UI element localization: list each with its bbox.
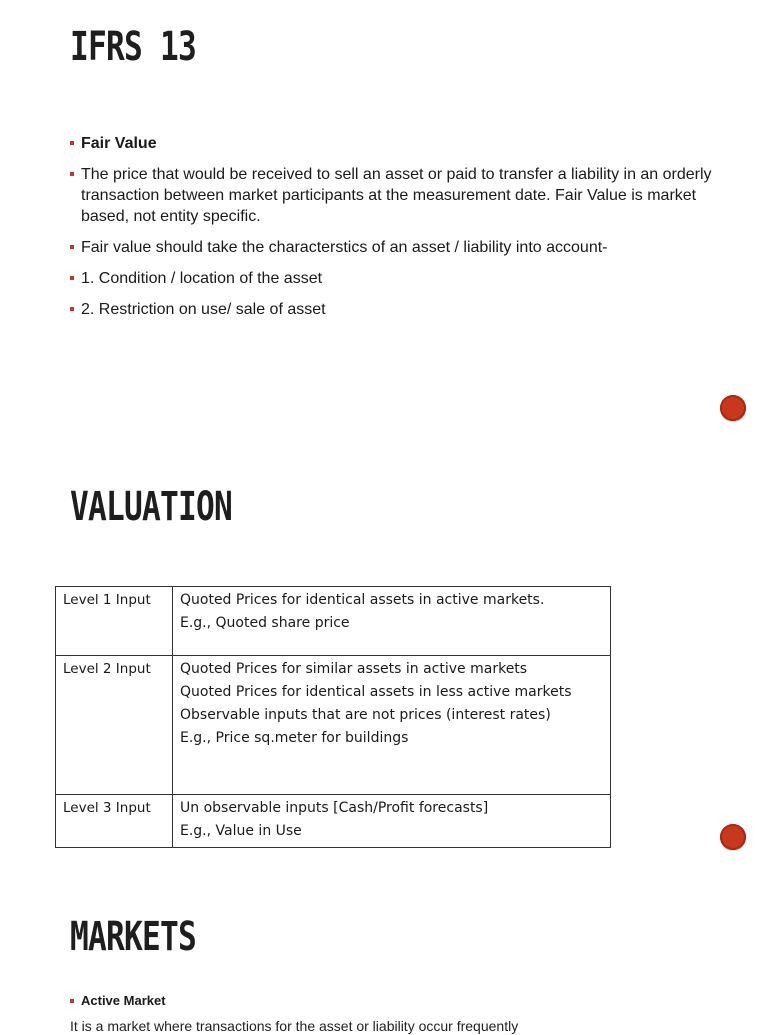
fair-value-bullet-list — [70, 133, 720, 330]
square-bullet-icon — [70, 172, 74, 176]
square-bullet-icon — [70, 307, 74, 311]
description-cell: Quoted Prices for similar assets in active markets Quoted Prices for identical assets in less active markets Observable inputs that are not prices (interest rates) E.g., Price sq.meter for buildings — [173, 656, 611, 795]
table-row — [56, 587, 611, 656]
level-cell: Level 2 Input — [56, 656, 173, 795]
square-bullet-icon — [70, 141, 74, 145]
square-bullet-icon — [70, 999, 74, 1003]
slide-title-ifrs13: IFRS 13 — [70, 24, 197, 70]
bullet-item: Fair value should take the characterstics of an asset / liability into account- — [70, 237, 720, 258]
slide-title-valuation: VALUATION — [70, 484, 233, 530]
red-circle-icon — [720, 824, 746, 850]
valuation-levels-table — [55, 586, 611, 848]
level-cell: Level 1 Input — [56, 587, 173, 656]
bullet-item: Fair Value — [70, 133, 720, 154]
bullet-item: 1. Condition / location of the asset — [70, 268, 720, 289]
markets-bullet-list — [70, 992, 166, 1010]
slide-title-markets: MARKETS — [70, 914, 197, 960]
description-cell: Quoted Prices for identical assets in active markets. E.g., Quoted share price — [173, 587, 611, 656]
bullet-item: 2. Restriction on use/ sale of asset — [70, 299, 720, 320]
red-circle-icon — [720, 395, 746, 421]
bullet-item: Active Market — [70, 992, 166, 1010]
square-bullet-icon — [70, 245, 74, 249]
table-row — [56, 795, 611, 848]
table-row — [56, 656, 611, 795]
bullet-item: The price that would be received to sell an asset or paid to transfer a liability in an orderly transaction between market participants at the measurement date. Fair Value is market based, not entity specific. — [70, 164, 720, 227]
square-bullet-icon — [70, 276, 74, 280]
description-cell: Un observable inputs [Cash/Profit forecasts] E.g., Value in Use — [173, 795, 611, 848]
cut-off-text: It is a market where transactions for the asset or liability occur frequently — [70, 1018, 519, 1034]
level-cell: Level 3 Input — [56, 795, 173, 848]
